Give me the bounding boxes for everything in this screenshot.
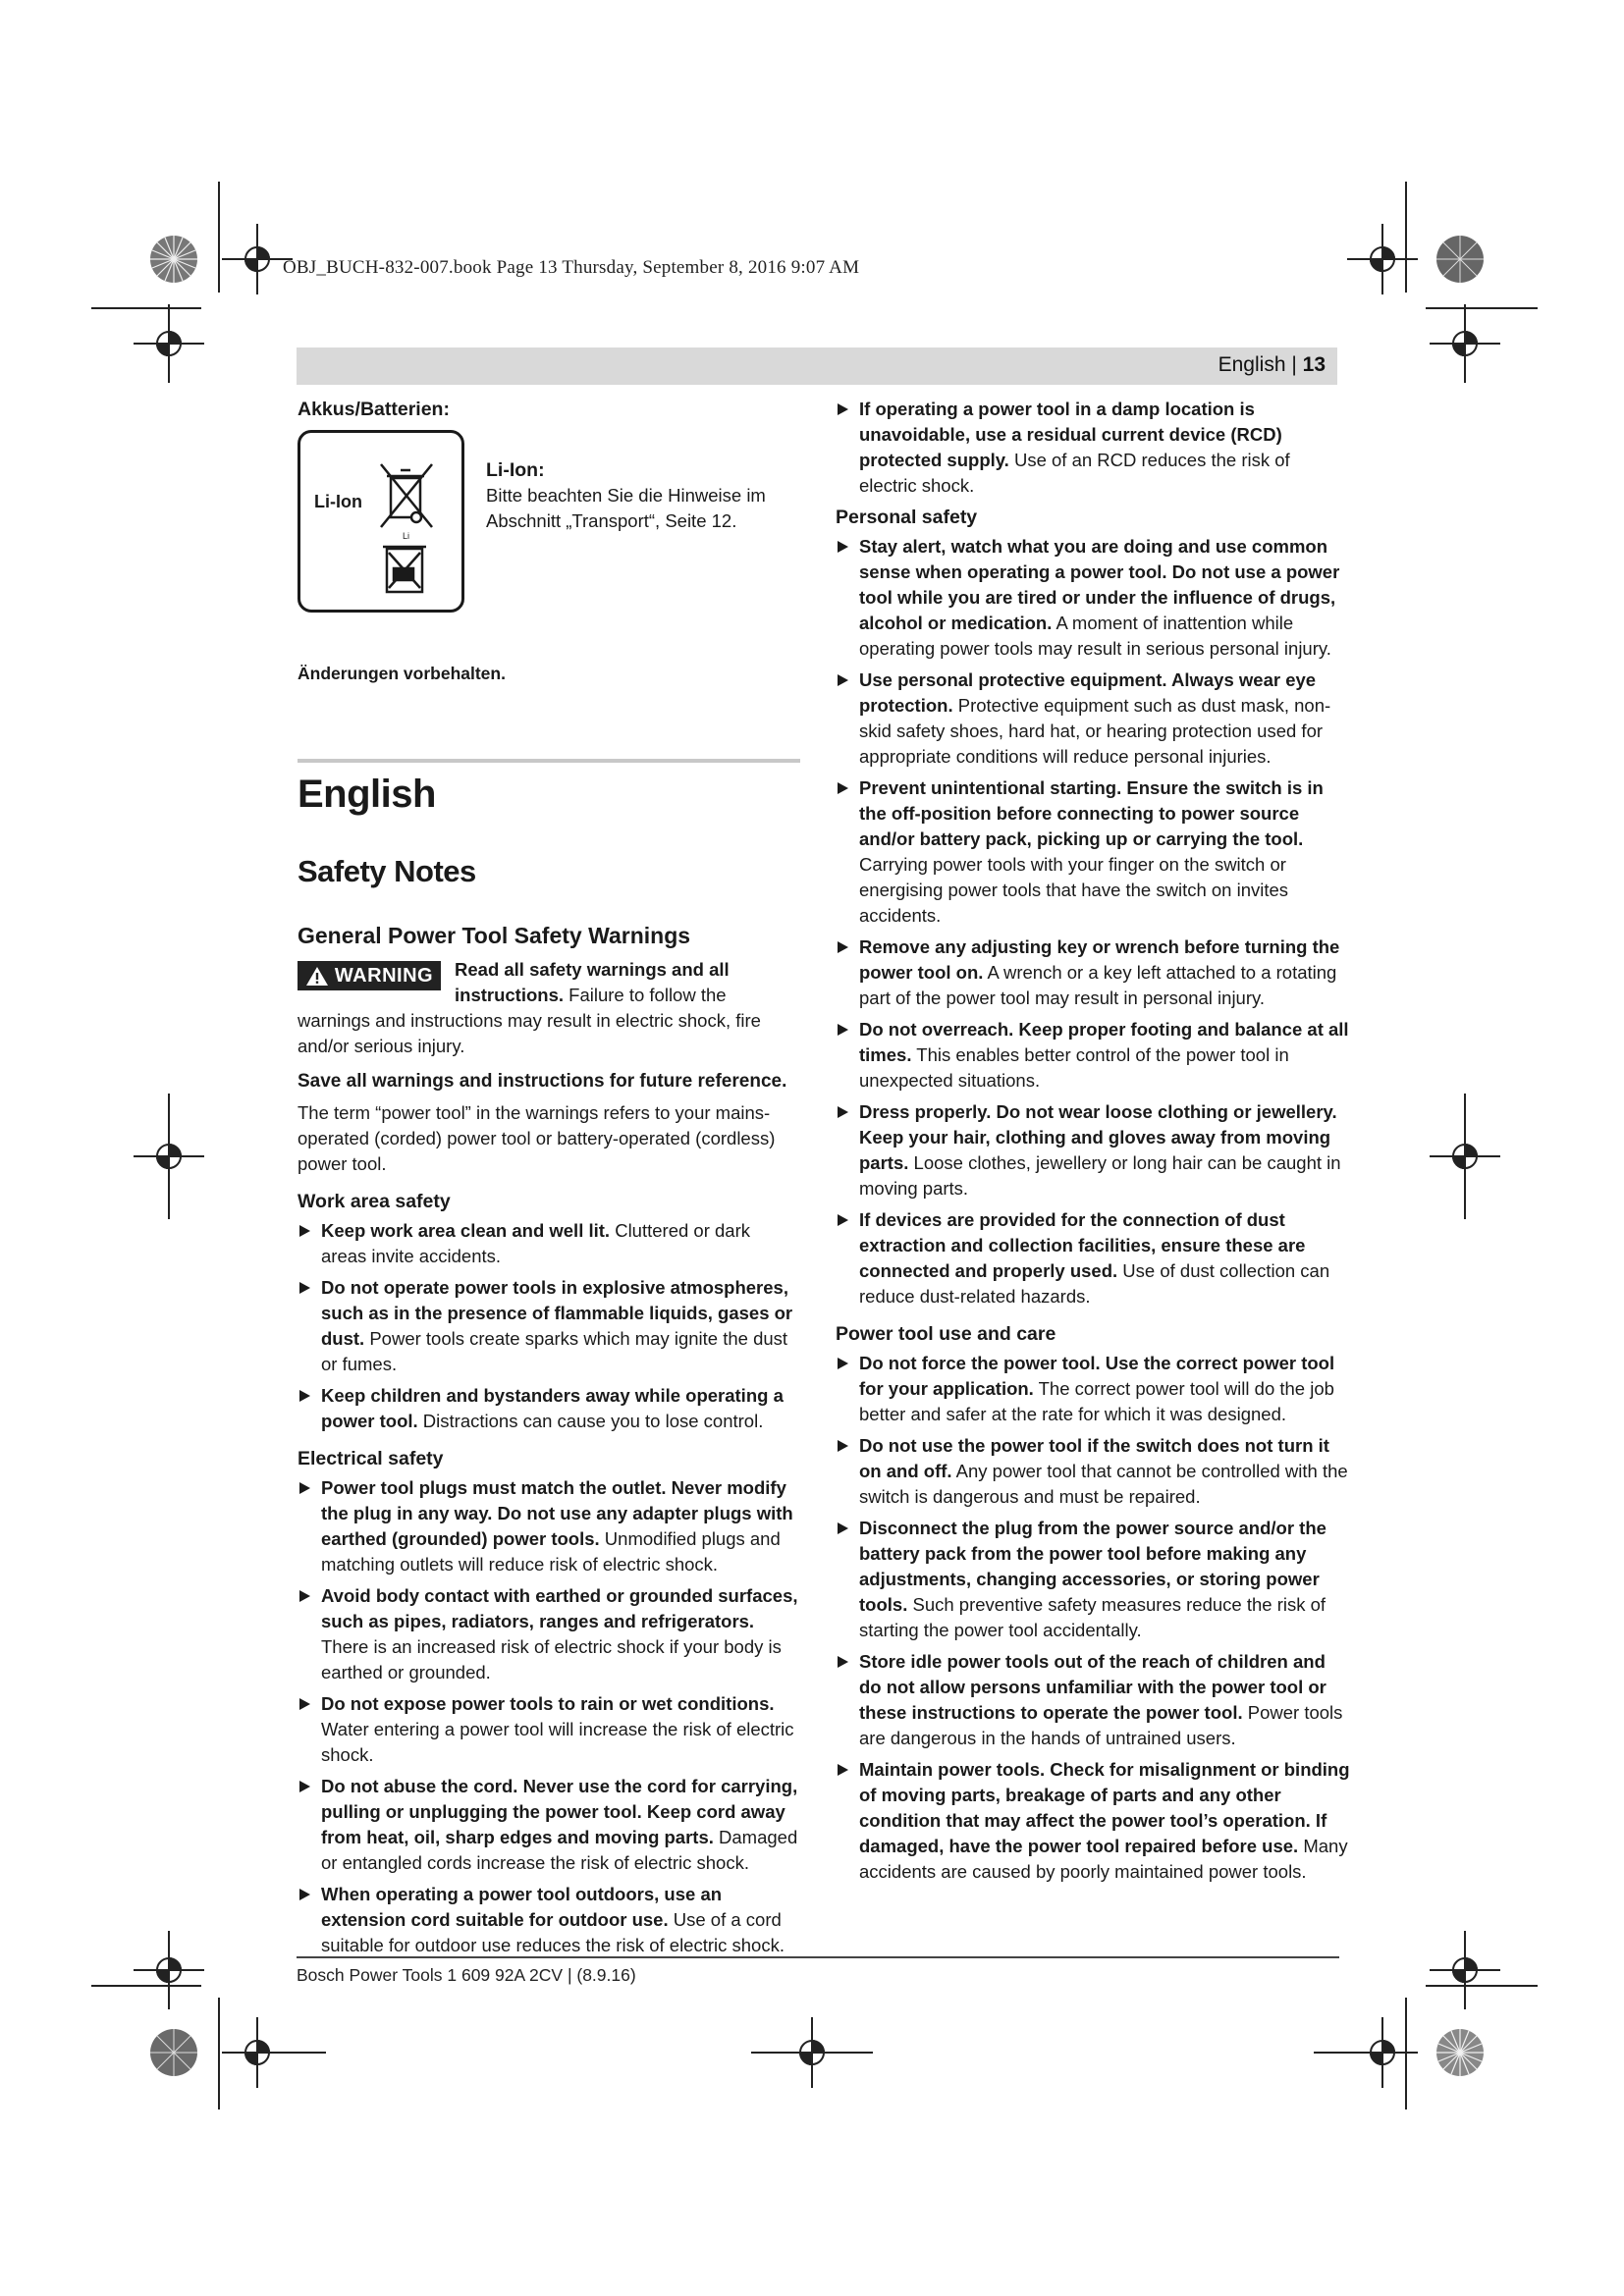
liion-note [298, 430, 800, 613]
safety-notes-title: Safety Notes [298, 854, 476, 888]
item-text: A wrench or a key left attached to a rotating part of the power tool may result in personal injury. [859, 962, 1337, 1008]
warning-item [836, 397, 1351, 499]
target-bottom-right [1314, 2017, 1418, 2088]
item-bold: Do not use the power tool if the switch does not turn it on and off. [859, 1435, 1329, 1481]
bullet-arrow-icon [299, 1590, 310, 1602]
bullet-arrow-icon [838, 1214, 848, 1226]
item-text: Damaged or entangled cords increase the risk of electric shock. [321, 1827, 798, 1873]
general-warnings-title: General Power Tool Safety Warnings [298, 923, 691, 948]
item-text: Cluttered or dark areas invite accidents. [321, 1220, 750, 1266]
bullet-arrow-icon [299, 1889, 310, 1900]
warning-item [298, 1383, 800, 1434]
warning-item [836, 934, 1351, 1011]
warning-item [298, 1583, 800, 1685]
bullet-arrow-icon [299, 1390, 310, 1402]
item-bold: Use personal protective equipment. Always wear eye protection. [859, 669, 1317, 716]
warning-item [836, 1649, 1351, 1751]
warning-item [836, 534, 1351, 662]
target-right-upper [1430, 304, 1500, 383]
bullet-arrow-icon [838, 403, 848, 415]
bullet-arrow-icon [838, 1106, 848, 1118]
bullet-arrow-icon [838, 541, 848, 553]
work-area-title: Work area safety [298, 1191, 451, 1212]
item-text: Distractions can cause you to lose control. [417, 1411, 764, 1431]
warning-badge [298, 961, 441, 990]
bullet-arrow-icon [838, 1024, 848, 1036]
header-label [1218, 353, 1326, 377]
page-number: 13 [1302, 353, 1326, 376]
bullet-arrow-icon [299, 1225, 310, 1237]
item-bold: If devices are provided for the connection of dust extraction and collection facilities, ensure these are connected and properly used. [859, 1209, 1306, 1281]
item-text: Protective equipment such as dust mask, non-skid safety shoes, hard hat, or hearing protection used for appropriate conditions will reduce personal injuries. [859, 695, 1331, 767]
item-text: Water entering a power tool will increase the risk of electric shock. [321, 1719, 794, 1765]
footer-imprint: Bosch Power Tools 1 609 92A 2CV | (8.9.16) [297, 1965, 636, 1985]
battery-icon-sub: Li [403, 531, 410, 541]
item-text: Such preventive safety measures reduce the risk of starting the power tool accidentally. [859, 1594, 1326, 1640]
warning-triangle-icon [305, 966, 329, 987]
item-bold: If operating a power tool in a damp location is unavoidable, use a residual current device (RCD) protected supply. [859, 399, 1282, 470]
bullet-arrow-icon [838, 782, 848, 794]
personal-safety-list [836, 534, 1351, 1309]
bullet-arrow-icon [838, 1358, 848, 1369]
item-text: Many accidents are caused by poorly maintained power tools. [859, 1836, 1348, 1882]
bullet-arrow-icon [838, 674, 848, 686]
item-text: This enables better control of the power tool in unexpected situations. [859, 1044, 1289, 1091]
warning-item [298, 1691, 800, 1768]
warning-item [298, 1774, 800, 1876]
header-section: English [1218, 353, 1286, 376]
item-text: Use of dust collection can reduce dust-related hazards. [859, 1260, 1330, 1307]
item-text: Any power tool that cannot be controlled with the switch is dangerous and must be repaired. [859, 1461, 1348, 1507]
item-bold: Do not overreach. Keep proper footing and balance at all times. [859, 1019, 1349, 1065]
warning-item [298, 1275, 800, 1377]
target-top-right [1347, 224, 1418, 294]
warning-item [836, 1099, 1351, 1201]
item-text: Use of an RCD reduces the risk of electric shock. [859, 450, 1290, 496]
warning-item [836, 1433, 1351, 1510]
running-header [297, 347, 1337, 385]
item-text: Loose clothes, jewellery or long hair can be caught in moving parts. [859, 1152, 1341, 1199]
warning-item [836, 1017, 1351, 1094]
liion-title: Li-Ion: [486, 459, 545, 481]
item-bold: Avoid body contact with earthed or grounded surfaces, such as pipes, radiators, ranges and refrigerators. [321, 1585, 798, 1631]
item-text: A moment of inattention while operating power tools may result in serious personal injury. [859, 613, 1331, 659]
item-bold: When operating a power tool outdoors, use an extension cord suitable for outdoor use. [321, 1884, 723, 1930]
warning-item [298, 1882, 800, 1958]
left-column [298, 397, 800, 1964]
item-bold: Dress properly. Do not wear loose clothing or jewellery. Keep your hair, clothing and gloves away from moving parts. [859, 1101, 1337, 1173]
warning-item [836, 1516, 1351, 1643]
item-bold: Prevent unintentional starting. Ensure the switch is in the off-position before connecting to power source and/or battery pack, picking up or carrying the tool. [859, 777, 1324, 849]
warning-item [836, 775, 1351, 929]
battery-heading: Akkus/Batterien: [298, 399, 450, 420]
warning-item [836, 667, 1351, 770]
item-text: There is an increased risk of electric shock if your body is earthed or grounded. [321, 1636, 782, 1682]
warning-badge-label: WARNING [334, 965, 434, 987]
language-title: English [298, 773, 436, 816]
starburst-bottom-right [1436, 2029, 1484, 2076]
liion-note-text [486, 430, 800, 613]
target-left-middle [134, 1094, 204, 1219]
bullet-arrow-icon [838, 1522, 848, 1534]
use-care-list [836, 1351, 1351, 1885]
rcd-list [836, 397, 1351, 499]
warning-item [298, 1475, 800, 1577]
item-text: Power tools create sparks which may ignite the dust or fumes. [321, 1328, 788, 1374]
item-bold: Store idle power tools out of the reach of children and do not allow persons unfamiliar with the power tool or these instructions to operate the power tool. [859, 1651, 1326, 1723]
item-bold: Do not expose power tools to rain or wet conditions. [321, 1693, 775, 1714]
subject-to-change: Änderungen vorbehalten. [298, 664, 506, 683]
bullet-arrow-icon [299, 1781, 310, 1792]
item-text: The correct power tool will do the job better and safer at the rate for which it was designed. [859, 1378, 1334, 1424]
warning-bold: Read all safety warnings and all instructions. [455, 959, 730, 1005]
target-right-middle [1430, 1094, 1500, 1219]
starburst-top-right [1436, 236, 1484, 283]
right-column [836, 397, 1351, 1891]
item-bold: Stay alert, watch what you are doing and use common sense when operating a power tool. Do not use a power tool while you are tired or under the influence of drugs, alcohol or medication. [859, 536, 1340, 633]
item-bold: Maintain power tools. Check for misalignment or binding of moving parts, breakage of parts and any other condition that may affect the power tool’s operation. If damaged, have the power tool repaired before use. [859, 1759, 1350, 1856]
bullet-arrow-icon [838, 941, 848, 953]
file-info-slug: OBJ_BUCH-832-007.book Page 13 Thursday, September 8, 2016 9:07 AM [283, 257, 860, 278]
warning-item [298, 1218, 800, 1269]
item-text: Unmodified plugs and matching outlets will reduce risk of electric shock. [321, 1528, 781, 1575]
target-left-upper [134, 304, 204, 383]
section-divider [298, 759, 800, 763]
battery-icon-label: Li-Ion [314, 492, 362, 511]
item-bold: Power tool plugs must match the outlet. Never modify the plug in any way. Do not use any adapter plugs with earthed (grounded) power tools. [321, 1477, 793, 1549]
crossed-bin-icon [300, 433, 461, 610]
item-text: Carrying power tools with your finger on the switch or energising power tools that have the switch on invites accidents. [859, 854, 1289, 926]
bullet-arrow-icon [838, 1656, 848, 1668]
bullet-arrow-icon [838, 1764, 848, 1776]
warning-text: Failure to follow the warnings and instructions may result in electric shock, fire and/or serious injury. [298, 985, 761, 1056]
battery-disposal-icon [298, 430, 464, 613]
liion-text: Bitte beachten Sie die Hinweise im Abschnitt „Transport“, Seite 12. [486, 485, 766, 531]
warning-item [836, 1351, 1351, 1427]
item-bold: Do not abuse the cord. Never use the cord for carrying, pulling or unplugging the power tool. Keep cord away from heat, oil, sharp edges and moving parts. [321, 1776, 798, 1847]
bullet-arrow-icon [299, 1482, 310, 1494]
item-text: Power tools are dangerous in the hands of untrained users. [859, 1702, 1343, 1748]
footer-divider [297, 1956, 1339, 1958]
item-bold: Keep children and bystanders away while operating a power tool. [321, 1385, 784, 1431]
use-care-title: Power tool use and care [836, 1323, 1056, 1345]
electrical-title: Electrical safety [298, 1448, 444, 1469]
target-bottom-center [751, 2017, 873, 2088]
starburst-top-left [150, 236, 197, 283]
item-bold: Remove any adjusting key or wrench before turning the power tool on. [859, 936, 1340, 983]
work-area-list [298, 1218, 800, 1434]
item-bold: Disconnect the plug from the power source and/or the battery pack from the power tool before making any adjustments, changing accessories, or storing power tools. [859, 1518, 1326, 1615]
bullet-arrow-icon [299, 1282, 310, 1294]
warning-item [836, 1757, 1351, 1885]
warning-paragraph [298, 957, 800, 1059]
electrical-list [298, 1475, 800, 1958]
bullet-arrow-icon [838, 1440, 848, 1452]
warning-item [836, 1207, 1351, 1309]
target-bottom-left [222, 2017, 326, 2088]
item-text: Use of a cord suitable for outdoor use reduces the risk of electric shock. [321, 1909, 785, 1955]
target-right-lower [1430, 1931, 1500, 2009]
item-bold: Do not force the power tool. Use the correct power tool for your application. [859, 1353, 1335, 1399]
bullet-arrow-icon [299, 1698, 310, 1710]
save-instructions: Save all warnings and instructions for future reference. [298, 1071, 787, 1092]
target-left-lower [134, 1931, 204, 2009]
item-bold: Do not operate power tools in explosive atmospheres, such as in the presence of flammable liquids, gases or dust. [321, 1277, 793, 1349]
item-bold: Keep work area clean and well lit. [321, 1220, 611, 1241]
personal-safety-title: Personal safety [836, 507, 978, 528]
starburst-bottom-left [150, 2029, 197, 2076]
header-separator: | [1285, 353, 1303, 376]
power-tool-term: The term “power tool” in the warnings refers to your mains-operated (corded) power tool or battery-operated (cordless) power tool. [298, 1102, 776, 1174]
